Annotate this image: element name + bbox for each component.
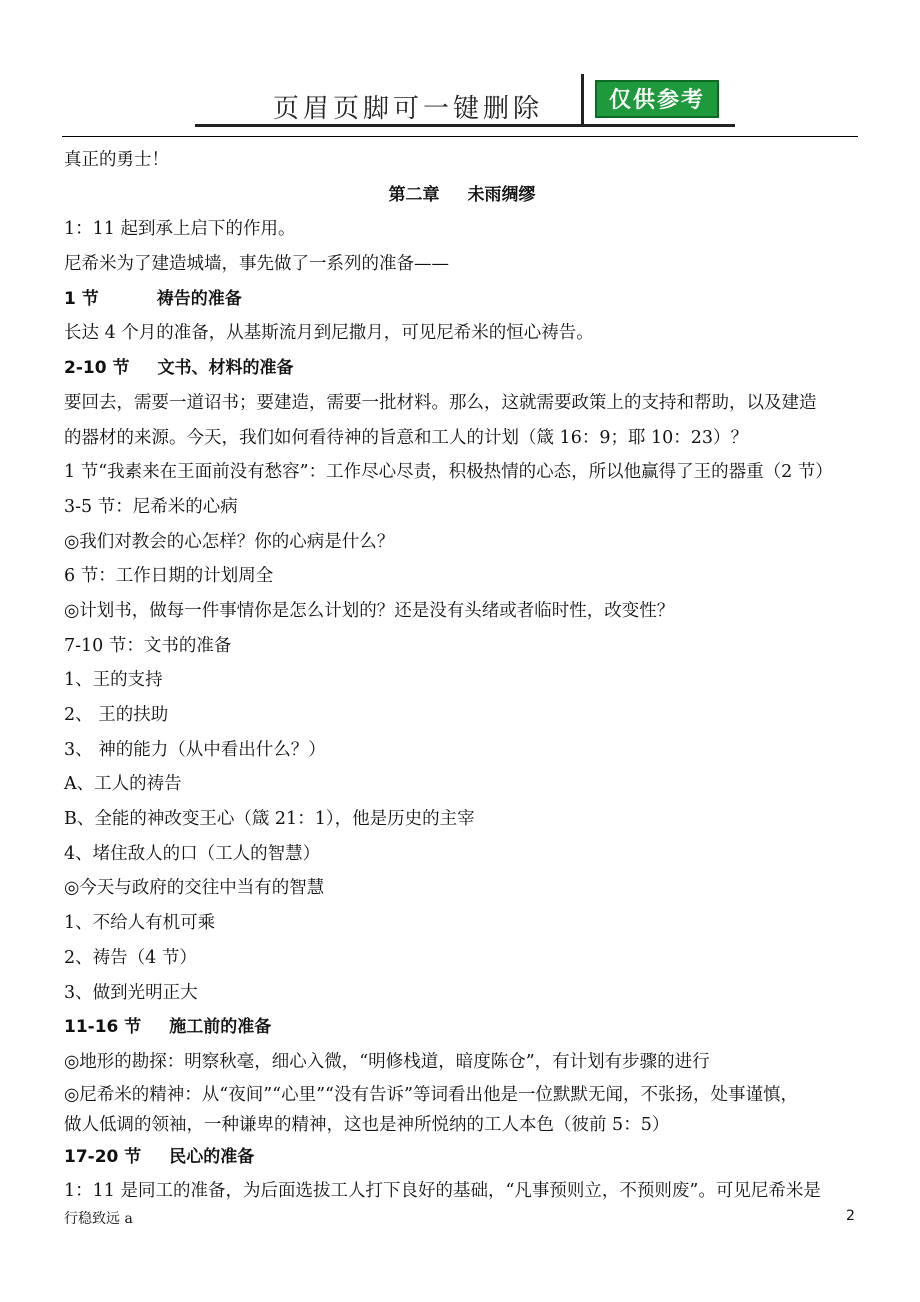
text-line: 2、祷告（4 节） [64,947,197,968]
text-line: 3-5 节：尼希米的心病 [64,496,238,517]
section-number: 1 节 [64,288,99,309]
chapter-heading [64,178,860,213]
text-line: 1、不给人有机可乘 [64,913,216,934]
section-title: 文书、材料的准备 [157,358,294,379]
page-number: 2 [846,1208,855,1224]
section-title: 祷告的准备 [156,288,242,309]
section-title: 施工前的准备 [169,1017,272,1038]
section-number: 11-16 节 [64,1017,142,1038]
section-number: 17-20 节 [64,1146,142,1167]
section-heading [64,1140,860,1175]
text-line: ◎今天与政府的交往中当有的智慧 [64,878,325,899]
header-underline [195,124,735,127]
text-line: ◎尼希米的精神：从“夜间”“心里”“没有告诉”等词看出他是一位默默无闻，不张扬，处事谨慎， [64,1084,798,1105]
text-line: 1：11 起到承上启下的作用。 [64,219,296,240]
text-line: 真正的勇士！ [64,150,169,170]
header-banner [195,74,735,128]
header-divider [581,74,584,124]
text-line: 做人低调的领袖，一种谦卑的精神，这也是神所悦纳的工人本色（彼前 5：5） [64,1114,670,1135]
text-line: 1、王的支持 [64,670,163,691]
chapter-label: 第二章 [388,184,440,205]
text-line: 4、堵住敌人的口（工人的智慧） [64,843,321,864]
text-line: 长达 4 个月的准备，从基斯流月到尼撒月，可见尼希米的恒心祷告。 [64,323,594,344]
text-line: 的器材的来源。今天，我们如何看待神的旨意和工人的计划（箴 16：9；耶 10：23）？ [64,427,749,448]
section-title: 民心的准备 [169,1146,255,1167]
text-line: ◎地形的勘探：明察秋毫，细心入微，“明修栈道，暗度陈仓”，有计划有步骤的进行 [64,1051,710,1072]
text-line: 要回去，需要一道诏书；要建造，需要一批材料。那么，这就需要政策上的支持和帮助，以及建造 [64,392,817,413]
footer-text: 行稳致远 a [64,1211,133,1227]
text-line: 1 节“我素来在王面前没有愁容”：工作尽心尽责，积极热情的心态，所以他赢得了王的器重（2 节） [64,462,833,483]
header-rule [62,136,858,137]
text-line: A、工人的祷告 [64,774,182,795]
section-heading [64,351,860,386]
header-banner-text: 页眉页脚可一键删除 [273,94,544,124]
text-line: 6 节：工作日期的计划周全 [64,566,274,587]
text-line: 3、做到光明正大 [64,982,198,1003]
text-line: ◎我们对教会的心怎样？你的心病是什么？ [64,531,395,552]
chapter-title: 未雨绸缪 [467,184,536,205]
text-line: 尼希米为了建造城墙，事先做了一系列的准备—— [64,254,449,275]
section-number: 2-10 节 [64,358,130,379]
header-badge: 仅供参考 [595,80,719,118]
document-body [64,143,860,1209]
text-line: B、全能的神改变王心（箴 21：1），他是历史的主宰 [64,809,475,830]
text-line: ◎计划书，做每一件事情你是怎么计划的？还是没有头绪或者临时性，改变性？ [64,600,675,621]
text-line: 3、 神的能力（从中看出什么？） [64,739,326,760]
section-heading [64,282,860,317]
text-line: 7-10 节：文书的准备 [64,635,232,656]
text-line: 2、 王的扶助 [64,705,169,725]
section-heading [64,1010,860,1045]
text-line: 1：11 是同工的准备，为后面选拔工人打下良好的基础，“凡事预则立，不预则废”。可见尼希米是 [64,1181,821,1202]
